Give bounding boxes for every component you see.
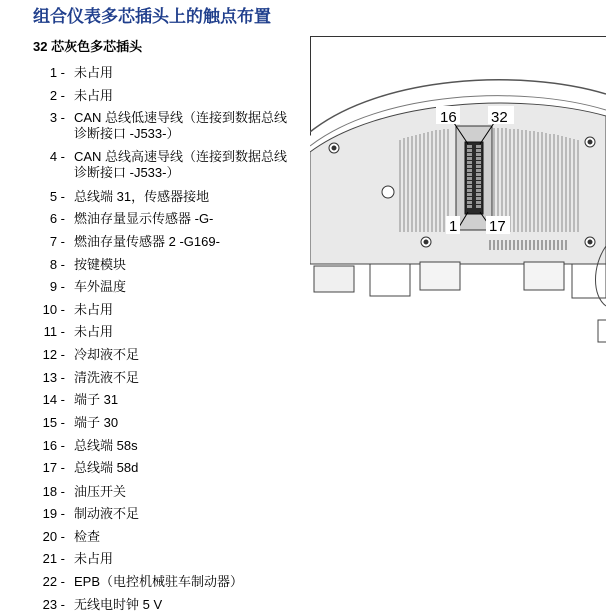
pin-list: [0, 0, 300, 604]
pin-description: 油压开关: [74, 484, 296, 500]
pin-number: 5 -: [50, 189, 65, 205]
pin-description: 未占用: [74, 65, 296, 81]
pin-description: 车外温度: [74, 279, 296, 295]
pin-description: 按键模块: [74, 257, 296, 273]
pin-description: 端子 31: [74, 392, 296, 408]
pin-description: 燃油存量传感器 2 -G169-: [74, 234, 296, 250]
pin-number: 16 -: [43, 438, 65, 454]
pin-number: 8 -: [50, 257, 65, 273]
pin-number: 18 -: [43, 484, 65, 500]
pin-17-label: 17: [489, 218, 506, 235]
pin-description: 制动液不足: [74, 506, 296, 522]
pin-number: 11 -: [44, 324, 65, 340]
pin-description: 冷却液不足: [74, 347, 296, 363]
pin-description: 未占用: [74, 324, 296, 340]
pin-description: 检查: [74, 529, 296, 545]
pin-number: 13 -: [43, 370, 65, 386]
pin-number: 19 -: [43, 506, 65, 522]
instrument-cluster-illustration: [310, 36, 606, 352]
pin-16-label: 16: [440, 109, 457, 126]
pin-1-label: 1: [449, 218, 457, 235]
pin-number: 21 -: [43, 551, 65, 567]
pin-description: 清洗液不足: [74, 370, 296, 386]
pin-number: 7 -: [50, 234, 65, 250]
pin-description: 未占用: [74, 302, 296, 318]
pin-number: 15 -: [43, 415, 65, 431]
pin-number: 14 -: [43, 392, 65, 408]
pin-number: 4 -: [50, 149, 65, 165]
pin-number: 17 -: [43, 460, 65, 476]
pin-number: 3 -: [50, 110, 65, 126]
pin-description: 总线端 31，传感器接地: [74, 189, 296, 205]
pin-number: 9 -: [50, 279, 65, 295]
section-subtitle: 32 芯灰色多芯插头: [33, 36, 142, 55]
connector-diagram: [310, 36, 606, 352]
pin-description: 燃油存量显示传感器 -G-: [74, 211, 296, 227]
pin-description: 未占用: [74, 88, 296, 104]
pin-description: 端子 30: [74, 415, 296, 431]
pin-description: CAN 总线高速导线（连接到数据总线诊断接口 -J533-）: [74, 149, 296, 181]
pin-description: 无线电时钟 5 V: [74, 597, 296, 613]
pin-number: 23 -: [43, 597, 65, 613]
pin-description: 未占用: [74, 551, 296, 567]
pin-description: EPB（电控机械驻车制动器）: [74, 574, 296, 590]
pin-number: 6 -: [50, 211, 65, 227]
pin-number: 10 -: [43, 302, 65, 318]
pin-number: 12 -: [43, 347, 65, 363]
pin-description: CAN 总线低速导线（连接到数据总线诊断接口 -J533-）: [74, 110, 296, 142]
page-title: 组合仪表多芯插头上的触点布置: [33, 2, 271, 27]
pin-number: 1 -: [50, 65, 65, 81]
pin-number: 22 -: [43, 574, 65, 590]
pin-number: 20 -: [43, 529, 65, 545]
pin-description: 总线端 58d: [74, 460, 296, 476]
pin-32-label: 32: [491, 109, 508, 126]
pin-description: 总线端 58s: [74, 438, 296, 454]
pin-number: 2 -: [50, 88, 65, 104]
